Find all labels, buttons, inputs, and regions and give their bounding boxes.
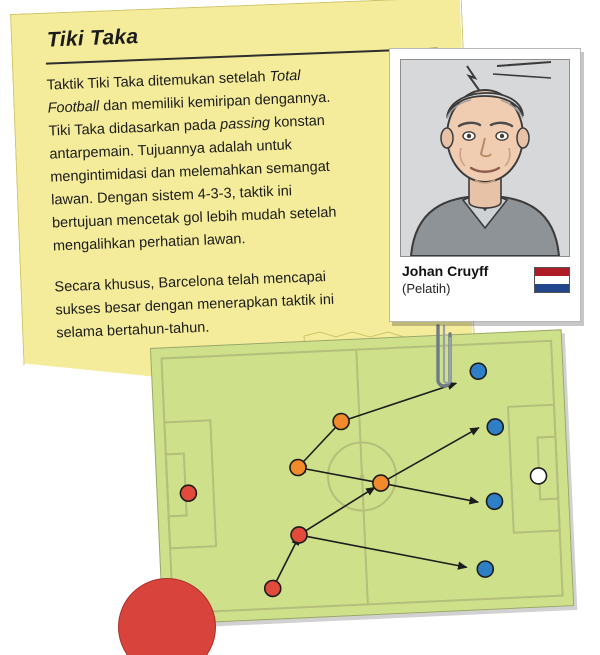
note-body: [46, 63, 357, 363]
pitch-diagram-card: [150, 329, 574, 624]
note-p1-part-a: Taktik Tiki Taka ditemukan setelah: [46, 69, 270, 94]
note-p1-part-e: konstan antarpemain. Tujuannya adalah untuk mengintimidasi dan melemahkan semangat lawan. Dengan sistem 4-3-3, taktik ini bertujuan mencetak gol lebih mudah setelah mengalihkan perhatian lawan.: [49, 112, 337, 255]
red-player-2: [291, 527, 308, 544]
orange-player-2: [290, 459, 307, 476]
note-p1-italic-total-football: Total Football: [47, 67, 301, 117]
blue-player-1: [470, 363, 487, 380]
blue-player-3: [486, 493, 503, 510]
note-p1-italic-passing: passing: [219, 115, 271, 134]
coach-name: Johan Cruyff: [402, 263, 489, 279]
flag-stripe-white: [535, 276, 569, 284]
coach-caption: [402, 263, 522, 296]
netherlands-flag-icon: [534, 267, 570, 293]
orange-player-3: [373, 475, 390, 492]
note-title: Tiki Taka: [46, 25, 139, 52]
coach-photo-frame: [400, 59, 570, 257]
flag-stripe-red: [535, 268, 569, 276]
blue-player-4: [477, 561, 494, 578]
coach-role: (Pelatih): [402, 281, 451, 296]
red-player-3: [264, 580, 281, 597]
coach-photo-card: [389, 48, 581, 322]
pitch-svg: [151, 330, 573, 623]
paperclip-icon: [424, 322, 464, 402]
note-p1-part-c: dan memiliki kemiripan dengannya. Tiki Taka didasarkan pada: [48, 89, 331, 140]
blue-player-2: [487, 419, 504, 436]
ball: [530, 468, 547, 485]
note-paragraph-2: Secara khusus, Barcelona telah mencapai sukses besar dengan menerapkan taktik ini selama bertahun-tahun.: [54, 269, 335, 342]
coach-portrait: [401, 60, 569, 256]
orange-player-1: [333, 413, 350, 430]
flag-stripe-blue: [535, 284, 569, 292]
red-player-1: [180, 485, 197, 502]
note-paragraph-1: [46, 63, 353, 258]
